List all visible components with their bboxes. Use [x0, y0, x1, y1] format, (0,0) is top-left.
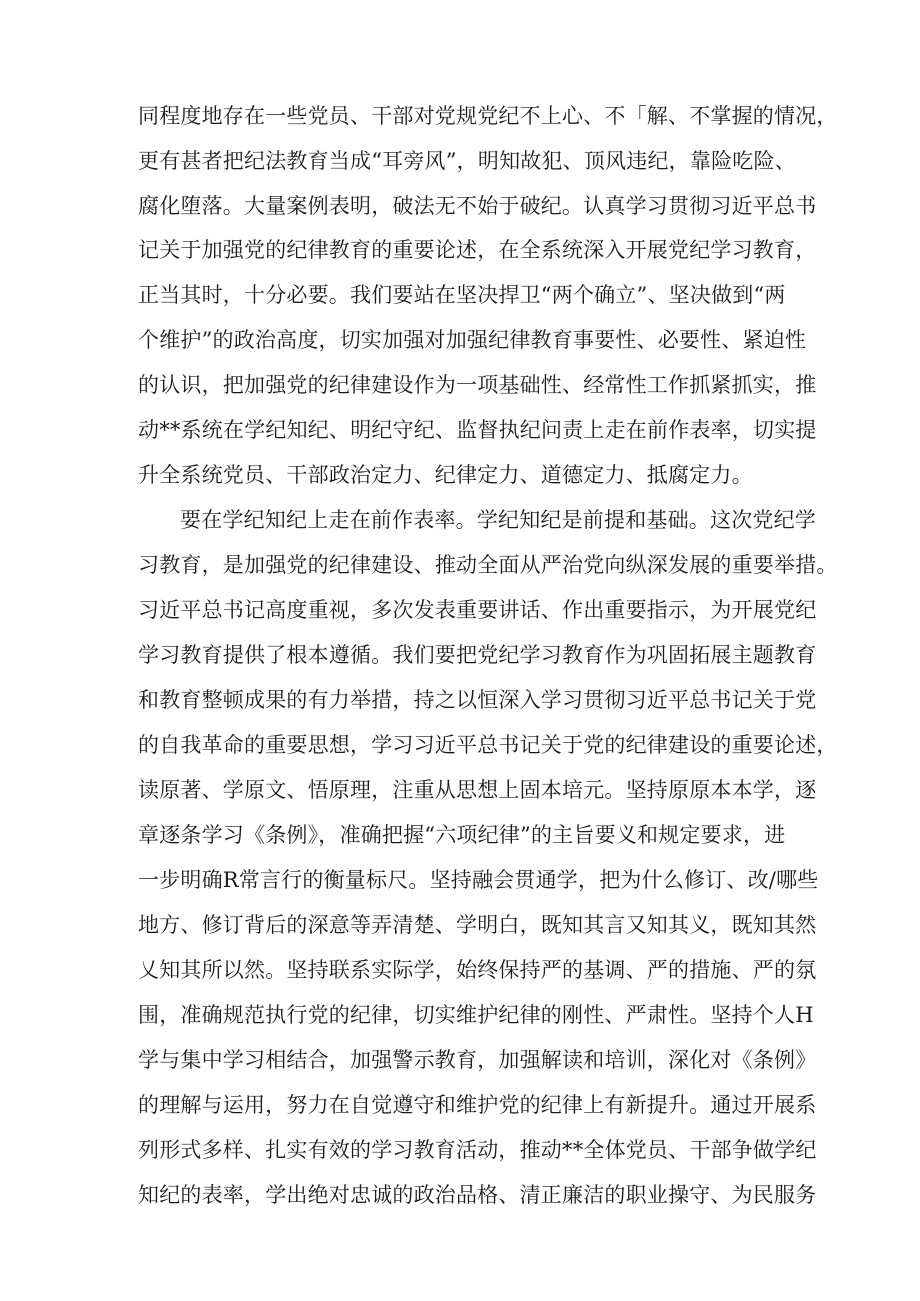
paragraph-1-line: 个维护”的政治高度，切实加强对加强纪律教育事要性、必要性、紧迫性: [138, 328, 807, 352]
paragraph-1-line: 升全系统党员、干部政治定力、纪律定力、道德定力、抵腐定力。: [138, 463, 753, 487]
paragraph-2-line: 知纪的表率，学出绝对忠诚的政治品格、清正廉洁的职业操守、为民服务: [138, 1183, 817, 1207]
paragraph-2-line: 习近平总书记高度重视，多次发表重要讲话、作出重要指示，为开展党纪: [138, 598, 817, 622]
paragraph-2-line: 习教育，是加强党的纪律建设、推动全面从严治党向纵深发展的重要举措。: [138, 553, 838, 577]
paragraph-1-line: 腐化堕落。大量案例表明，破法无不始于破纪。认真学习贯彻习近平总书: [138, 194, 817, 218]
paragraph-2-first-line: 要在学纪知纪上走在前作表率。学纪知纪是前提和基础。这次党纪学: [180, 508, 816, 532]
paragraph-2-line: 乂知其所以然。坚持联系实际学，始终保持严的基调、严的措施、严的氛: [138, 958, 817, 982]
paragraph-2-line: 和教育整顿成果的有力举措，持之以恒深入学习贯彻习近平总书记关于党: [138, 688, 817, 712]
paragraph-1-line: 的认识，把加强党的纪律建设作为一项基础性、经常性工作抓紧抓实，推: [138, 373, 817, 397]
paragraph-2-line: 的理解与运用，努力在自觉遵守和维护党的纪律上有新提升。通过开展系: [138, 1093, 817, 1117]
paragraph-2-line: 列形式多样、扎实有效的学习教育活动，推动**全体党员、干部争做学纪: [138, 1138, 817, 1162]
paragraph-1-line: 正当其时，十分必要。我们要站在坚决捍卫“两个确立”、坚决做到“两: [138, 283, 786, 307]
paragraph-2-line: 学与集中学习相结合，加强警示教育，加强解读和培训，深化对《条例》: [138, 1048, 817, 1072]
paragraph-2-line: 一步明确R常言行的衡量标尺。坚持融会贯通学，把为什么修订、改/哪些: [138, 868, 819, 892]
paragraph-2-line: 读原著、学原文、悟原理，注重从思想上固本培元。坚持原原本本学，逐: [138, 778, 817, 802]
paragraph-2-line: 的自我革命的重要思想，学习习近平总书记关于党的纪律建设的重要论述，: [138, 733, 838, 757]
paragraph-2-line: 学习教育提供了根本遵循。我们要把党纪学习教育作为巩固拓展主题教育: [138, 643, 817, 667]
paragraph-1-line: 同程度地存在一些党员、干部对党规党纪不上心、不「解、不掌握的情况，: [138, 104, 838, 128]
paragraph-1-line: 更有甚者把纪法教育当成“耳旁风”，明知故犯、顶风违纪，靠险吃险、: [138, 149, 796, 173]
paragraph-1-line: 记关于加强党的纪律教育的重要论述，在全系统深入开展党纪学习教育，: [138, 238, 817, 262]
paragraph-2-line: 围，准确规范执行党的纪律，切实维护纪律的刚性、严肃性。坚持个人H: [138, 1003, 814, 1027]
paragraph-2-line: 地方、修订背后的深意等弄清楚、学明白，既知其言又知其义，既知其然: [138, 913, 817, 937]
paragraph-1-line: 动**系统在学纪知纪、明纪守纪、监督执纪问责上走在前作表率，切实提: [138, 418, 817, 442]
paragraph-2-line: 章逐条学习《条例》，准确把握“六项纪律”的主旨要义和规定要求，进: [138, 823, 786, 847]
